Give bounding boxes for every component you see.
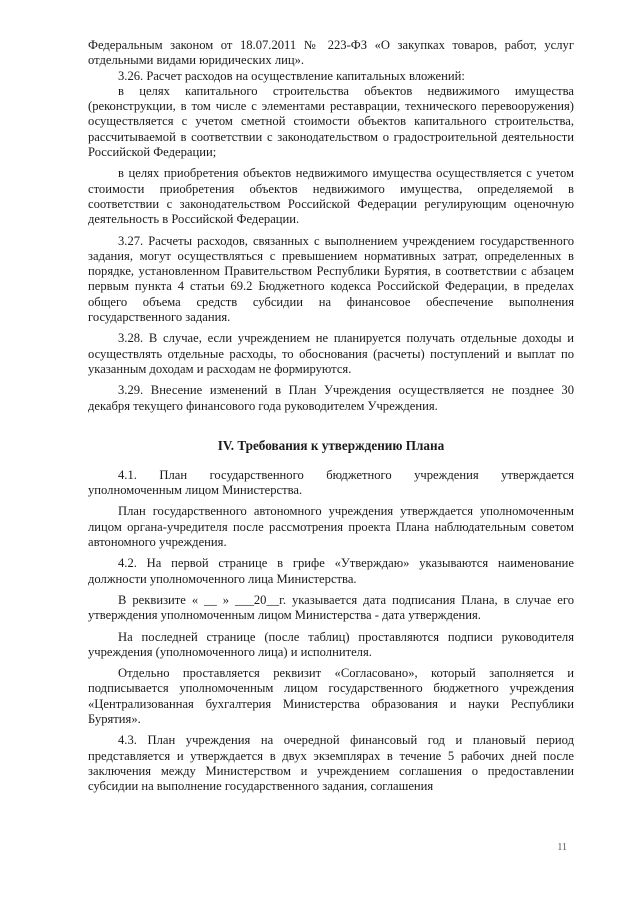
- document-page: [88, 38, 574, 794]
- paragraph-3-26: 3.26. Расчет расходов на осуществление капитальных вложений:: [118, 68, 465, 83]
- paragraph-last-page-signatures: На последней странице (после таблиц) проставляются подписи руководителя учреждения (уполномоченного лица) и исполнителя.: [88, 629, 574, 659]
- paragraph-4-2: 4.2. На первой странице в грифе «Утверждаю» указываются наименование должности уполномоченного лица Министерства.: [88, 556, 574, 586]
- paragraph-3-28: 3.28. В случае, если учреждением не планируется получать отдельные доходы и осуществлять отдельные расходы, то обоснования (расчеты) поступлений и выплат по указанным доходам и расходам не формируются.: [88, 331, 574, 376]
- paragraph-capital-construction: в целях капитального строительства объектов недвижимого имущества (реконструкции, в том числе с элементами реставрации, технического перевооружения) осуществляется с учетом сметной стоимости объектов капитального строительства, рассчитываемой в соответствии с законодательством о градостроительной деятельности Российской Федерации;: [88, 83, 574, 160]
- paragraph-real-estate-acquisition: в целях приобретения объектов недвижимого имущества осуществляется с учетом стоимости приобретения объектов недвижимого имущества, определяемой в соответствии с законодательством Российской Федерации регулирующим оценочную деятельность в Российской Федерации.: [88, 166, 574, 227]
- paragraph-autonomous-plan: План государственного автономного учреждения утверждается уполномоченным лицом органа-учредителя после рассмотрения проекта Плана наблюдательным советом автономного учреждения.: [88, 504, 574, 550]
- section-heading: IV. Требования к утверждению Плана: [217, 437, 445, 453]
- page-number: 11: [557, 842, 567, 853]
- paragraph-agreed-requisite: Отдельно проставляется реквизит «Согласовано», который заполняется и подписывается уполномоченным лицом государственного бюджетного учреждения «Централизованная бухгалтерия Министерства образования и науки Республики Бурятия».: [88, 666, 574, 726]
- paragraph-3-27: 3.27. Расчеты расходов, связанных с выполнением учреждением государственного задания, могут осуществляться с превышением нормативных затрат, определенных в порядке, установленном Правительством Республики Бурятия, в соответствии с абзацем первым пункта 4 статьи 69.2 Бюджетного кодекса Российской Федерации, в пределах общего объема средств субсидии на финансовое обеспечение выполнения государственного задания.: [88, 233, 574, 325]
- paragraph-4-3: 4.3. План учреждения на очередной финансовый год и плановый период представляется и утверждается в двух экземплярах в течение 5 рабочих дней после заключения между Министерством и учреждением соглашения о предоставлении субсидии на выполнение государственного задания, соглашения: [88, 733, 574, 794]
- paragraph-date-requisite: В реквизите « __ » ___20__г. указывается дата подписания Плана, в случае его утверждения уполномоченным лицом Министерства - дата утверждения.: [88, 592, 574, 623]
- paragraph-3-29: 3.29. Внесение изменений в План Учреждения осуществляется не позднее 30 декабря текущего финансового года руководителем Учреждения.: [88, 383, 574, 413]
- paragraph-law-reference: Федеральным законом от 18.07.2011 № 223-ФЗ «О закупках товаров, работ, услуг отдельными видами юридических лиц».: [88, 38, 574, 68]
- paragraph-4-1: 4.1. План государственного бюджетного учреждения утверждается уполномоченным лицом Министерства.: [88, 467, 574, 498]
